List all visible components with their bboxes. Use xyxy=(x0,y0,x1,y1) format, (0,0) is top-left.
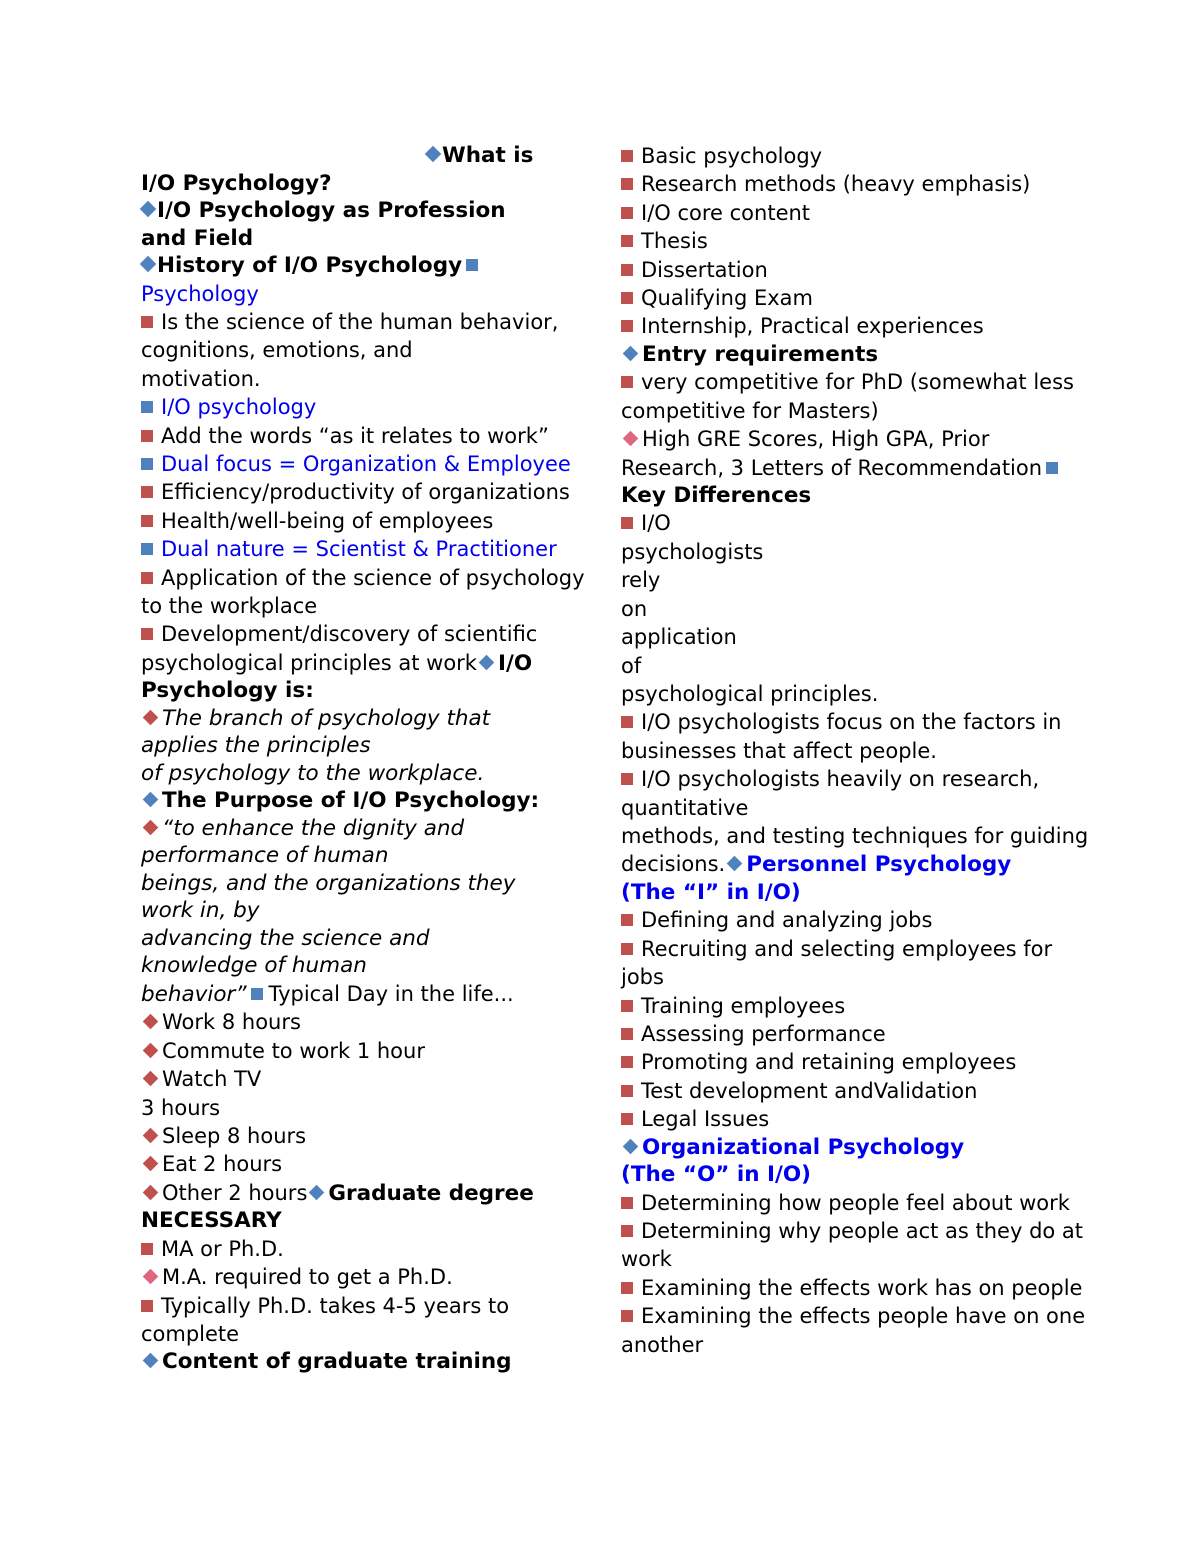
list-item: Legal Issues xyxy=(621,1105,1061,1133)
list-item: Is the science of the human behavior, xyxy=(141,308,581,336)
list-item: MA or Ph.D. xyxy=(141,1235,581,1263)
list-item-cont: of xyxy=(621,653,642,678)
list-item: Defining and analyzing jobs xyxy=(621,906,1061,934)
heading-profession-cont: and Field xyxy=(141,225,254,251)
square-bullet-icon xyxy=(141,515,153,527)
list-item: Eat 2 hours xyxy=(141,1150,581,1178)
diamond-bullet-icon xyxy=(143,1269,159,1285)
list-item: Health/well-being of employees xyxy=(141,507,581,535)
list-item-cont: cognitions, emotions, and xyxy=(141,338,413,363)
diamond-bullet-icon xyxy=(143,1042,159,1058)
square-bullet-icon xyxy=(141,1243,153,1255)
list-item-cont: another xyxy=(621,1332,704,1357)
diamond-bullet-icon xyxy=(479,655,495,671)
list-item: M.A. required to get a Ph.D. xyxy=(141,1263,581,1291)
diamond-bullet-icon xyxy=(143,1156,159,1172)
list-item: I/O core content xyxy=(621,199,1061,227)
list-item-cont: psychological principles at work I/O xyxy=(141,650,533,676)
quote-line: behavior” Typical Day in the life... xyxy=(141,981,514,1007)
square-bullet-icon xyxy=(621,773,633,785)
list-item-cont: motivation. xyxy=(141,366,261,391)
diamond-bullet-icon xyxy=(143,1184,159,1200)
list-item: Examining the effects people have on one xyxy=(621,1302,1061,1330)
list-item: Dual focus = Organization & Employee xyxy=(141,450,581,478)
heading-entry: Entry requirements xyxy=(621,341,1061,369)
list-item-cont: complete xyxy=(141,1321,240,1346)
list-item-cont: Research, 3 Letters of Recommendation xyxy=(621,454,1061,482)
diamond-bullet-icon xyxy=(623,346,639,362)
list-item: Internship, Practical experiences xyxy=(621,312,1061,340)
list-item-cont: to the workplace xyxy=(141,593,318,618)
square-bullet-icon xyxy=(621,207,633,219)
quote-line: advancing the science and xyxy=(141,925,430,951)
list-item-cont: quantitative xyxy=(621,795,749,820)
list-item: Thesis xyxy=(621,227,1061,255)
heading-necessary: NECESSARY xyxy=(141,1208,282,1234)
list-item: Work 8 hours xyxy=(141,1008,581,1036)
list-item: I/O psychologists focus on the factors in xyxy=(621,708,1061,736)
list-item: Commute to work 1 hour xyxy=(141,1037,581,1065)
diamond-bullet-icon xyxy=(143,1353,159,1369)
list-item-cont: 3 hours xyxy=(141,1095,221,1120)
diamond-bullet-icon xyxy=(623,1138,639,1154)
list-item: Watch TV xyxy=(141,1065,581,1093)
list-item-cont: on xyxy=(621,596,648,621)
flower-bullet-icon xyxy=(141,257,155,271)
diamond-bullet-icon xyxy=(309,1184,325,1200)
flower-bullet-icon xyxy=(141,202,155,216)
diamond-bullet-icon xyxy=(143,1128,159,1144)
square-bullet-icon xyxy=(141,628,153,640)
square-bullet-icon xyxy=(621,1085,633,1097)
list-item-cont: methods, and testing techniques for guiding xyxy=(621,823,1089,848)
list-item-cont: application xyxy=(621,625,737,650)
quote-line: knowledge of human xyxy=(141,953,367,979)
list-item: Assessing performance xyxy=(621,1020,1061,1048)
list-item: Sleep 8 hours xyxy=(141,1122,581,1150)
list-item: Recruiting and selecting employees for xyxy=(621,935,1061,963)
psychology-label: Psychology xyxy=(141,281,259,306)
square-bullet-icon xyxy=(621,517,633,529)
list-item-cont: jobs xyxy=(621,965,664,990)
square-bullet-icon xyxy=(621,1310,633,1322)
square-bullet-icon xyxy=(621,914,633,926)
right-column xyxy=(621,142,1089,1359)
diamond-bullet-icon xyxy=(143,820,159,836)
square-bullet-icon xyxy=(621,376,633,388)
square-bullet-icon xyxy=(621,150,633,162)
quote-line: beings, and the organizations they xyxy=(141,870,516,896)
list-item: Test development andValidation xyxy=(621,1077,1061,1105)
list-item: I/O psychologists heavily on research, xyxy=(621,765,1061,793)
heading-personnel: (The “I” in I/O) xyxy=(621,879,801,905)
square-bullet-icon xyxy=(1046,462,1058,474)
square-bullet-icon xyxy=(141,543,153,555)
heading-content-training: Content of graduate training xyxy=(141,1348,581,1376)
square-bullet-icon xyxy=(141,458,153,470)
definition-line: of psychology to the workplace. xyxy=(141,760,485,786)
list-item-cont: rely xyxy=(621,568,661,593)
list-item: Add the words “as it relates to work” xyxy=(141,422,581,450)
left-column xyxy=(141,142,585,1376)
list-item: Training employees xyxy=(621,992,1061,1020)
diamond-bullet-icon xyxy=(143,1071,159,1087)
list-item: very competitive for PhD (somewhat less xyxy=(621,368,1061,396)
definition-line: applies the principles xyxy=(141,733,371,759)
square-bullet-icon xyxy=(621,292,633,304)
square-bullet-icon xyxy=(621,1056,633,1068)
square-bullet-icon xyxy=(621,320,633,332)
list-item: Determining why people act as they do at xyxy=(621,1217,1061,1245)
quote-line: work in, by xyxy=(141,898,260,924)
heading-purpose: The Purpose of I/O Psychology: xyxy=(141,787,581,815)
square-bullet-icon xyxy=(621,1282,633,1294)
square-bullet-icon xyxy=(141,486,153,498)
list-item-cont: psychologists xyxy=(621,539,764,564)
list-item-cont: work xyxy=(621,1247,672,1272)
heading-organizational-cont: (The “O” in I/O) xyxy=(621,1162,812,1188)
definition-line: The branch of psychology that xyxy=(141,705,581,733)
list-item: I/O xyxy=(621,509,1061,537)
diamond-bullet-icon xyxy=(143,710,159,726)
list-item-cont: psychological principles. xyxy=(621,681,879,706)
quote-line: “to enhance the dignity and xyxy=(141,815,581,843)
square-bullet-icon xyxy=(621,943,633,955)
list-item: Promoting and retaining employees xyxy=(621,1048,1061,1076)
square-bullet-icon xyxy=(621,264,633,276)
heading-io-is: Psychology is: xyxy=(141,678,314,704)
square-bullet-icon xyxy=(621,1028,633,1040)
flower-bullet-icon xyxy=(426,147,440,161)
list-item: High GRE Scores, High GPA, Prior xyxy=(621,425,1061,453)
list-item: Qualifying Exam xyxy=(621,284,1061,312)
square-bullet-icon xyxy=(621,1197,633,1209)
list-item: Application of the science of psychology xyxy=(141,564,581,592)
diamond-bullet-icon xyxy=(623,431,639,447)
list-item: Typically Ph.D. takes 4-5 years to xyxy=(141,1292,581,1320)
diamond-bullet-icon xyxy=(143,792,159,808)
heading-what-is: What is xyxy=(141,142,581,170)
square-bullet-icon xyxy=(621,178,633,190)
square-bullet-icon xyxy=(251,988,263,1000)
square-bullet-icon xyxy=(141,430,153,442)
list-item: Determining how people feel about work xyxy=(621,1189,1061,1217)
heading-history: History of I/O Psychology xyxy=(141,252,581,280)
square-bullet-icon xyxy=(621,1225,633,1237)
list-item-cont: businesses that affect people. xyxy=(621,738,937,763)
square-bullet-icon xyxy=(141,316,153,328)
diamond-bullet-icon xyxy=(727,856,743,872)
list-item: Research methods (heavy emphasis) xyxy=(621,170,1061,198)
heading-profession: I/O Psychology as Profession xyxy=(141,197,581,225)
quote-line: performance of human xyxy=(141,843,389,869)
list-item: Basic psychology xyxy=(621,142,1061,170)
list-item: Dual nature = Scientist & Practitioner xyxy=(141,535,581,563)
square-bullet-icon xyxy=(621,235,633,247)
list-item: Efficiency/productivity of organizations xyxy=(141,478,581,506)
heading-organizational: Organizational Psychology xyxy=(621,1134,1061,1162)
list-item-cont: competitive for Masters) xyxy=(621,398,879,423)
square-bullet-icon xyxy=(621,1113,633,1125)
list-item: Examining the effects work has on people xyxy=(621,1274,1061,1302)
square-bullet-icon xyxy=(466,259,478,271)
heading-what-is-cont: I/O Psychology? xyxy=(141,170,332,196)
square-bullet-icon xyxy=(141,401,153,413)
list-item: Other 2 hours Graduate degree xyxy=(141,1179,581,1208)
list-item: I/O psychology xyxy=(141,393,581,421)
square-bullet-icon xyxy=(141,572,153,584)
list-item-cont: decisions. Personnel Psychology xyxy=(621,852,1012,878)
square-bullet-icon xyxy=(141,1300,153,1312)
heading-key-differences: Key Differences xyxy=(621,482,812,508)
diamond-bullet-icon xyxy=(143,1014,159,1030)
list-item: Development/discovery of scientific xyxy=(141,620,581,648)
list-item: Dissertation xyxy=(621,256,1061,284)
square-bullet-icon xyxy=(621,716,633,728)
square-bullet-icon xyxy=(621,1000,633,1012)
